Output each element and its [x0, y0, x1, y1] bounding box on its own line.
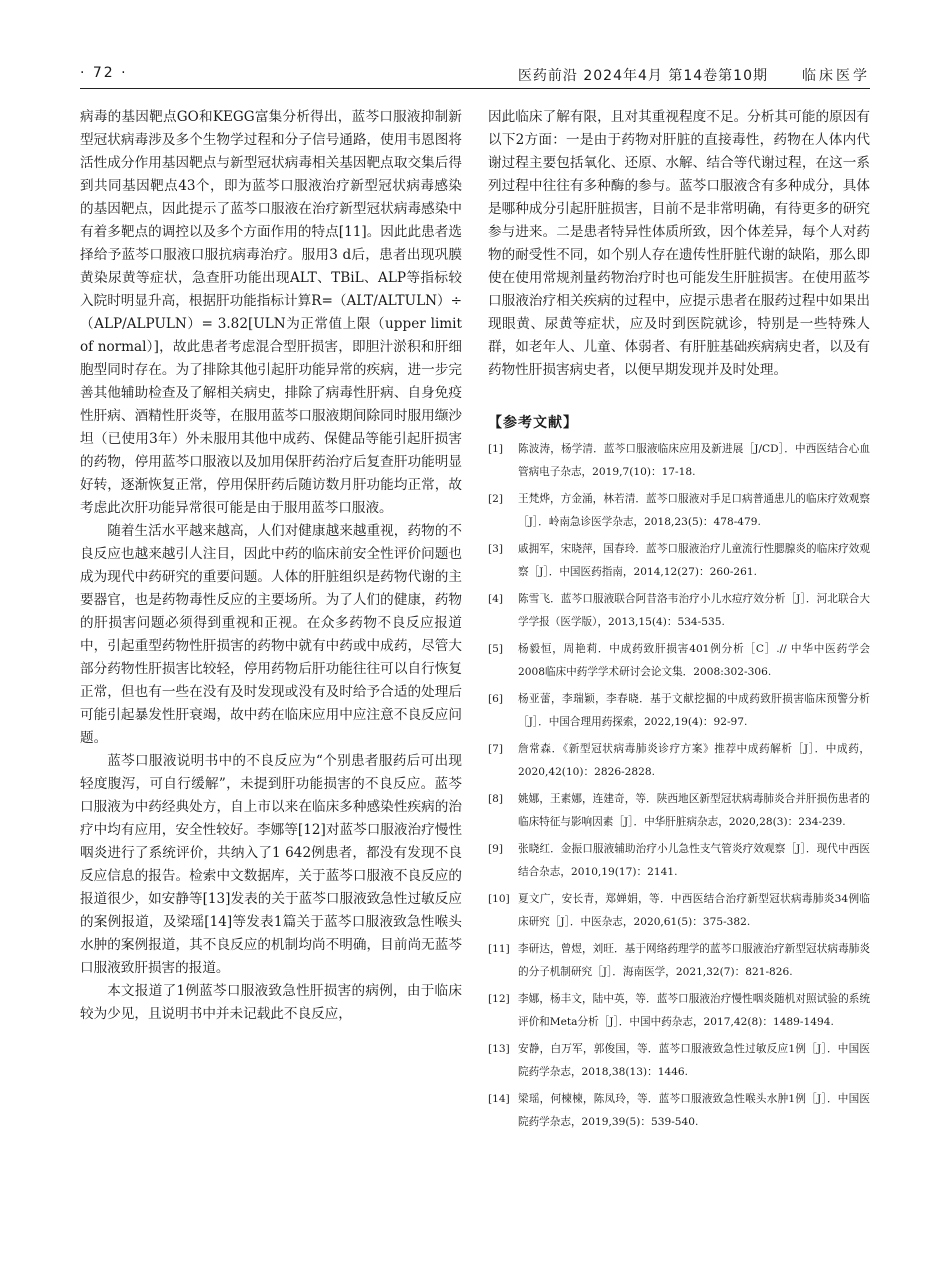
reference-item: [488, 1038, 870, 1084]
reference-text: 杨毅恒，周艳莉．中成药致肝损害401例分析［C］.// 中华中医药学会2008临床中药学学术研讨会论文集．2008:302-306.: [518, 643, 870, 678]
body-paragraph: 因此临床了解有限，且对其重视程度不足。分析其可能的原因有以下2方面：一是由于药物对肝脏的直接毒性，药物在人体内代谢过程主要包括氧化、还原、水解、结合等代谢过程，在这一系列过程中往往有多种酶的参与。蓝芩口服液含有多种成分，具体是哪种成分引起肝脏损害，目前不是非常明确，有待更多的研究参与进来。二是患者特异性体质所致，因个体差异，每个人对药物的耐受性不同，如个别人存在遗传性肝脏代谢的缺陷，那么即使在使用常规剂量药物治疗时也可能发生肝脏损害。在使用蓝芩口服液治疗相关疾病的过程中，应提示患者在服药过程中如果出现眼黄、尿黄等症状，应及时到医院就诊，特别是一些特殊人群，如老年人、儿童、体弱者、有肝脏基础疾病病史者，以及有药物性肝损害病史者，以便早期发现并及时处理。: [488, 109, 870, 378]
reference-item: [488, 838, 870, 884]
reference-text: 戚拥军，宋晓萍，国春玲．蓝芩口服液治疗儿童流行性腮腺炎的临床疗效观察［J］．中国医药指南，2014,12(27)：260-261.: [518, 543, 870, 578]
reference-item: [488, 1088, 870, 1134]
reference-item: [488, 738, 870, 784]
reference-item: [488, 438, 870, 484]
reference-number: [6]: [488, 693, 504, 705]
reference-item: [488, 638, 870, 684]
reference-number: [5]: [488, 643, 504, 655]
reference-text: 李研达，曾煜，刘旺．基于网络药理学的蓝芩口服液治疗新型冠状病毒肺炎的分子机制研究［J］．海南医学，2021,32(7)：821-826.: [518, 943, 870, 978]
reference-number: [8]: [488, 793, 504, 805]
reference-number: [11]: [488, 943, 510, 955]
reference-text: 梁瑶，何楝楝，陈凤玲，等．蓝芩口服液致急性喉头水肿1例［J］．中国医院药学杂志，2019,39(5)：539-540.: [518, 1093, 870, 1128]
journal-info: 医药前沿 2024年4月 第14卷第10期: [517, 68, 768, 84]
reference-number: [2]: [488, 493, 504, 505]
reference-item: [488, 538, 870, 584]
reference-text: 杨亚蕾，李瑞颖，李春晓．基于文献挖掘的中成药致肝损害临床预警分析［J］．中国合理用药探索，2022,19(4)：92-97.: [518, 693, 870, 728]
reference-number: [14]: [488, 1093, 510, 1105]
running-header: [80, 60, 870, 89]
reference-number: [10]: [488, 893, 510, 905]
right-column: [488, 106, 870, 1138]
reference-item: [488, 788, 870, 834]
reference-number: [7]: [488, 743, 504, 755]
body-paragraph: 病毒的基因靶点GO和KEGG富集分析得出，蓝芩口服液抑制新型冠状病毒涉及多个生物学过程和分子信号通路，使用韦恩图将活性成分作用基因靶点与新型冠状病毒相关基因靶点取交集后得到共同基因靶点43个，即为蓝芩口服液治疗新型冠状病毒感染的基因靶点，因此提示了蓝芩口服液在治疗新型冠状病毒感染中有着多靶点的调控以及多个方面作用的特点[11]。因此此患者选择给予蓝芩口服液口服抗病毒治疗。服用3 d后，患者出现巩膜黄染尿黄等症状，急查肝功能出现ALT、TBiL、ALP等指标较入院时明显升高，根据肝功能指标计算R=（ALT/ALTULN）÷（ALP/ALPULN）= 3.82[ULN为正常值上限（upper limit of normal）]，故此患者考虑混合型肝损害，即胆汁淤积和肝细胞型同时存在。为了排除其他引起肝功能异常的疾病，进一步完善其他辅助检查及了解相关病史，排除了病毒性肝病、自身免疫性肝病、酒精性肝炎等，在服用蓝芩口服液期间除同时服用缬沙坦（已使用3年）外未服用其他中成药、保健品等能引起肝损害的药物，停用蓝芩口服液以及加用保肝药治疗后复查肝功能明显好转，逐渐恢复正常，停用保肝药后随访数月肝功能均正常，故考虑此次肝功能异常很可能是由于服用蓝芩口服液。: [80, 109, 462, 516]
reference-list: [488, 438, 870, 1134]
reference-text: 陈波涛，杨学清．蓝芩口服液临床应用及新进展［J/CD］．中西医结合心血管病电子杂志，2019,7(10)：17-18.: [518, 443, 870, 478]
reference-text: 王梵烨，方金涌，林若清．蓝芩口服液对手足口病普通患儿的临床疗效观察［J］．岭南急诊医学杂志，2018,23(5)：478-479.: [518, 493, 870, 528]
reference-text: 李娜，杨丰文，陆中英，等．蓝芩口服液治疗慢性咽炎随机对照试验的系统评价和Meta分析［J］．中国中药杂志，2017,42(8)：1489-1494.: [518, 993, 870, 1028]
left-column: [80, 106, 462, 1026]
reference-number: [4]: [488, 593, 504, 605]
reference-number: [12]: [488, 993, 510, 1005]
reference-text: 姚娜，王素娜，连建奇，等．陕西地区新型冠状病毒肺炎合并肝损伤患者的临床特征与影响因素［J］．中华肝脏病杂志，2020,28(3)：234-239.: [518, 793, 870, 828]
body-paragraph: 随着生活水平越来越高，人们对健康越来越重视，药物的不良反应也越来越引人注目，因此中药的临床前安全性评价问题也成为现代中药研究的重要问题。人体的肝脏组织是药物代谢的主要器官，也是药物毒性反应的主要场所。为了人们的健康，药物的肝损害问题必须得到重视和正视。在众多药物不良反应报道中，引起重型药物性肝损害的药物中就有中药或中成药，尽管大部分药物性肝损害比较轻，停用药物后肝功能往往可以自行恢复正常，但也有一些在没有及时发现或没有及时给予合适的处理后可能引起暴发性肝衰竭，故中药在临床应用中应注意不良反应问题。: [80, 523, 462, 746]
page-number: · 72 ·: [80, 65, 128, 81]
reference-item: [488, 938, 870, 984]
reference-item: [488, 488, 870, 534]
reference-text: 安静，白万军，郭俊国，等．蓝芩口服液致急性过敏反应1例［J］．中国医院药学杂志，2018,38(13)：1446.: [518, 1043, 870, 1078]
reference-number: [1]: [488, 443, 504, 455]
reference-item: [488, 588, 870, 634]
section-name: 临床医学: [802, 68, 870, 84]
reference-item: [488, 888, 870, 934]
reference-number: [13]: [488, 1043, 510, 1055]
reference-item: [488, 688, 870, 734]
reference-text: 詹常森．《新型冠状病毒肺炎诊疗方案》推荐中成药解析［J］．中成药，2020,42(10)：2826-2828.: [518, 743, 870, 778]
reference-number: [3]: [488, 543, 504, 555]
reference-text: 陈雪飞．蓝芩口服液联合阿昔洛韦治疗小儿水痘疗效分析［J］．河北联合大学学报（医学版），2013,15(4)：534-535.: [518, 593, 870, 628]
references-heading: 【参考文献】: [488, 415, 578, 431]
body-paragraph: 本文报道了1例蓝芩口服液致急性肝损害的病例，由于临床较为少见，且说明书中并未记载此不良反应，: [80, 983, 462, 1022]
reference-item: [488, 988, 870, 1034]
reference-text: 夏文广，安长青，郑婵娟，等．中西医结合治疗新型冠状病毒肺炎34例临床研究［J］．中医杂志，2020,61(5)：375-382.: [518, 893, 870, 928]
reference-text: 张晓红．金振口服液辅助治疗小儿急性支气管炎疗效观察［J］．现代中西医结合杂志，2010,19(17)：2141.: [518, 843, 870, 878]
body-paragraph: 蓝芩口服液说明书中的不良反应为“个别患者服药后可出现轻度腹泻，可自行缓解”，未提到肝功能损害的不良反应。蓝芩口服液为中药经典处方，自上市以来在临床多种感染性疾病的治疗中均有应用，安全性较好。李娜等[12]对蓝芩口服液治疗慢性咽炎进行了系统评价，共纳入了1 642例患者，都没有发现不良反应信息的报告。检索中文数据库，关于蓝芩口服液不良反应的报道很少，如安静等[13]发表的关于蓝芩口服液致急性过敏反应的案例报道，及梁瑶[14]等发表1篇关于蓝芩口服液致急性喉头水肿的案例报道，其不良反应的机制均尚不明确，目前尚无蓝芩口服液致肝损害的报道。: [80, 753, 462, 976]
reference-number: [9]: [488, 843, 504, 855]
